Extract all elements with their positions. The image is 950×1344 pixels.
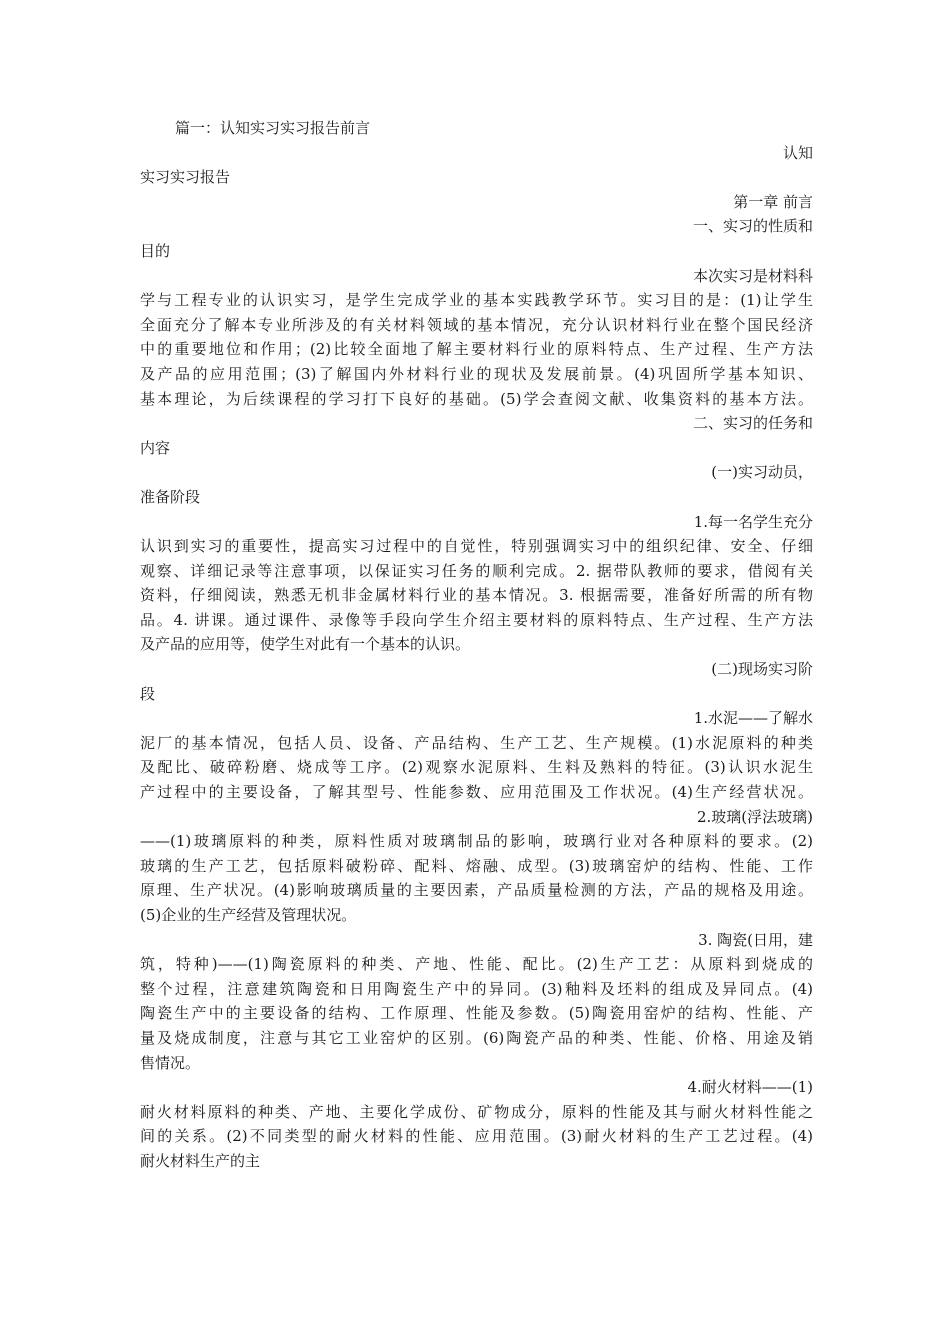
- text-line: 1.每一名学生充分: [693, 512, 813, 531]
- text-line: 原理、生产状况。(4)影响玻璃质量的主要因素，产品质量检测的方法，产品的规格及用途。: [140, 881, 813, 900]
- text-line: 基本理论，为后续课程的学习打下良好的基础。(5)学会查阅文献、收集资料的基本方法。: [140, 389, 813, 408]
- text-line: 1.水泥——了解水: [693, 709, 813, 728]
- text-line: 一、实习的性质和: [692, 217, 813, 236]
- text-line: 产过程中的主要设备，了解其型号、性能参数、应用范围及工作状况。(4)生产经营状况。: [140, 783, 813, 802]
- text-line: 玻璃的生产工艺，包括原料破粉碎、配料、熔融、成型。(3)玻璃窑炉的结构、性能、工作: [140, 856, 813, 875]
- text-line: 第一章 前言: [733, 192, 813, 211]
- text-line: 认识到实习的重要性，提高实习过程中的自觉性，特别强调实习中的组织纪律、安全、仔细: [140, 537, 813, 556]
- text-line: 实习实习报告: [140, 168, 231, 187]
- text-line: 学与工程专业的认识实习，是学生完成学业的基本实践教学环节。实习目的是：(1)让学生: [140, 291, 813, 310]
- text-line: 资料，仔细阅读，熟悉无机非金属材料行业的基本情况。3. 根据需要，准备好所需的所有物: [140, 586, 813, 605]
- text-line: 泥厂的基本情况，包括人员、设备、产品结构、生产工艺、生产规模。(1)水泥原料的种类: [140, 733, 813, 752]
- text-line: 耐火材料生产的主: [140, 1151, 261, 1170]
- text-line: 观察、详细记录等注意事项，以保证实习任务的顺利完成。2. 据带队教师的要求，借阅有关: [140, 561, 813, 580]
- document-body: [140, 116, 813, 1174]
- text-line: 篇一：认知实习实习报告前言: [175, 119, 371, 137]
- text-line: 认知: [782, 143, 813, 162]
- text-line: 3. 陶瓷(日用，建: [698, 930, 813, 949]
- text-line: 准备阶段: [140, 487, 201, 506]
- text-line: 内容: [140, 438, 171, 457]
- text-line: 段: [140, 684, 156, 703]
- text-line: 中的重要地位和作用；(2)比较全面地了解主要材料行业的原料特点、生产过程、生产方法: [140, 340, 813, 359]
- text-line: 耐火材料原料的种类、产地、主要化学成份、矿物成分，原料的性能及其与耐火材料性能之: [140, 1102, 813, 1121]
- text-line: 全面充分了解本专业所涉及的有关材料领域的基本情况，充分认识材料行业在整个国民经济: [140, 315, 813, 334]
- text-line: 及产品的应用范围；(3)了解国内外材料行业的现状及发展前景。(4)巩固所学基本知识、: [140, 364, 813, 383]
- text-line: 量及烧成制度，注意与其它工业窑炉的区别。(6)陶瓷产品的种类、性能、价格、用途及销: [140, 1028, 813, 1047]
- text-line: 4.耐火材料——(1): [687, 1078, 813, 1097]
- text-line: 售情况。: [140, 1053, 201, 1072]
- text-line: (二)现场实习阶: [711, 660, 813, 679]
- text-line: 间的关系。(2)不同类型的耐火材料的性能、应用范围。(3)耐火材料的生产工艺过程。(4): [140, 1127, 813, 1146]
- text-line: (5)企业的生产经营及管理状况。: [140, 906, 357, 924]
- text-line: 2.玻璃(浮法玻璃): [696, 807, 813, 826]
- text-line: 本次实习是材料科: [692, 266, 813, 285]
- text-line: 品。4. 讲课。通过课件、录像等手段向学生介绍主要材料的原料特点、生产过程、生产方法: [140, 610, 813, 629]
- text-line: 目的: [140, 241, 171, 260]
- text-line: 二、实习的任务和: [692, 414, 813, 433]
- text-line: 陶瓷生产中的主要设备的结构、工作原理、性能及参数。(5)陶瓷用窑炉的结构、性能、产: [140, 1004, 813, 1023]
- text-line: 整个过程，注意建筑陶瓷和日用陶瓷生产中的异同。(3)釉料及坯料的组成及异同点。(4): [140, 979, 813, 998]
- text-line: 及产品的应用等，使学生对此有一个基本的认识。: [140, 635, 471, 654]
- text-line: 筑，特种)——(1)陶瓷原料的种类、产地、性能、配比。(2)生产工艺：从原料到烧成的: [140, 955, 813, 974]
- text-line: ——(1)玻璃原料的种类，原料性质对玻璃制品的影响，玻璃行业对各种原料的要求。(2): [140, 832, 813, 851]
- text-line: (一)实习动员，: [711, 463, 813, 482]
- text-line: 及配比、破碎粉磨、烧成等工序。(2)观察水泥原料、生料及熟料的特征。(3)认识水泥生: [140, 758, 813, 777]
